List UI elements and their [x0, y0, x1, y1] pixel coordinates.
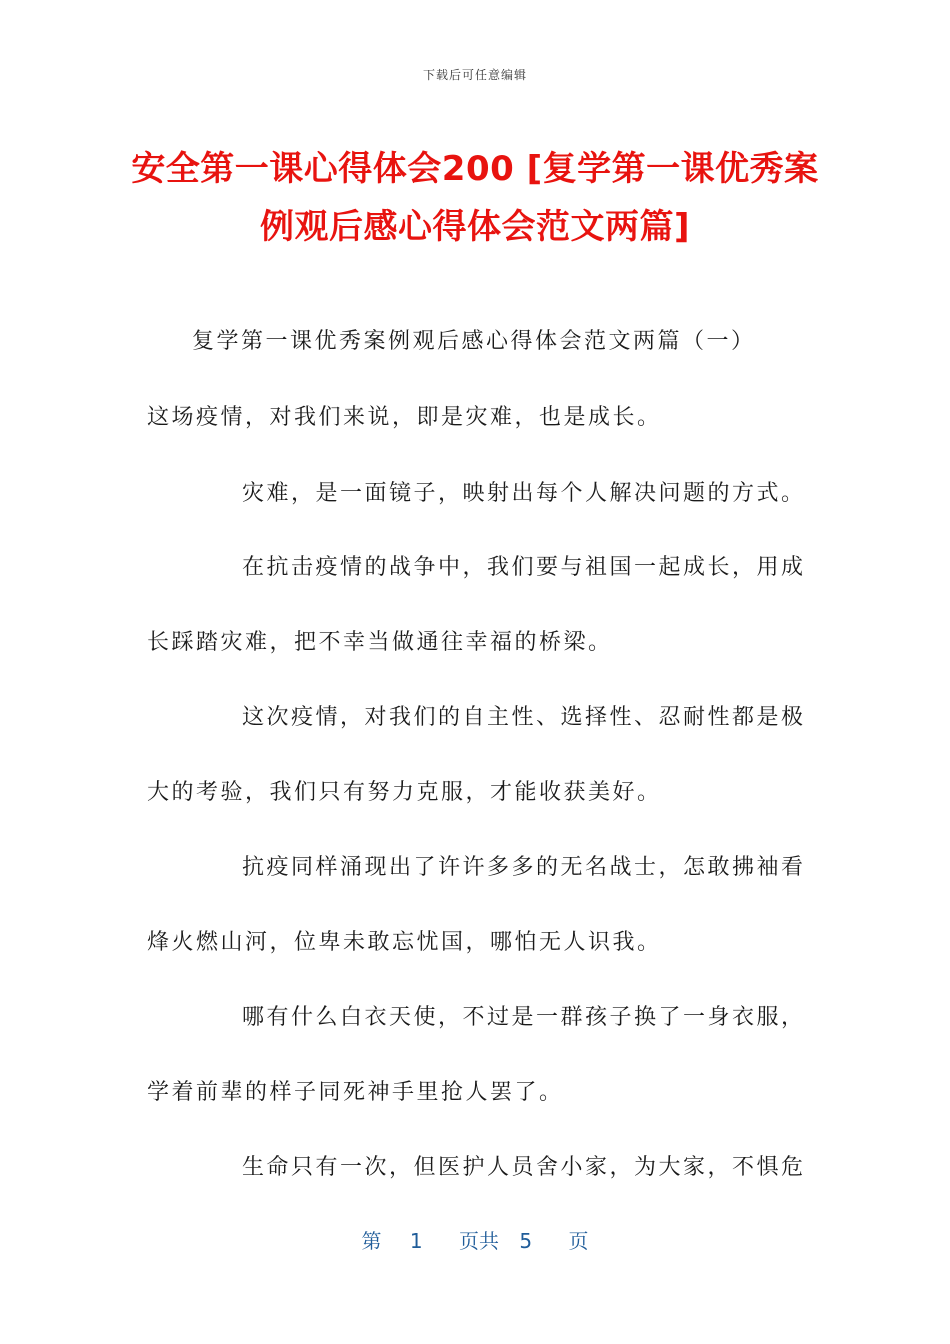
header-note: 下载后可任意编辑: [422, 68, 527, 82]
body-line: 这次疫情，对我们的自主性、选择性、忍耐性都是极: [242, 705, 806, 730]
body-line: 抗疫同样涌现出了许许多多的无名战士，怎敢拂袖看: [242, 855, 806, 880]
body-line: 灾难，是一面镜子，映射出每个人解决问题的方式。: [242, 481, 806, 506]
title-line-2: 例观后感心得体会范文两篇]: [259, 207, 691, 247]
body-line: 这场疫情，对我们来说，即是灾难，也是成长。: [147, 405, 662, 430]
body-line: 哪有什么白衣天使，不过是一群孩子换了一身衣服，: [242, 1005, 806, 1030]
body-line: 大的考验，我们只有努力克服，才能收获美好。: [147, 780, 662, 805]
page-footer: [0, 1225, 950, 1254]
body-line: 烽火燃山河，位卑未敢忘忧国，哪怕无人识我。: [147, 930, 662, 955]
section-heading: 复学第一课优秀案例观后感心得体会范文两篇（一）: [192, 329, 756, 354]
page-total: 5: [519, 1229, 533, 1253]
body-line: 学着前辈的样子同死神手里抢人罢了。: [147, 1080, 564, 1105]
body-line: 在抗击疫情的战争中，我们要与祖国一起成长，用成: [242, 555, 806, 580]
page-label-mid: 页共: [459, 1229, 499, 1253]
document-title: [130, 140, 820, 256]
title-line-1: 安全第一课心得体会200 [复学第一课优秀案: [131, 149, 819, 189]
page-current: 1: [409, 1229, 423, 1253]
body-line: 长踩踏灾难，把不幸当做通往幸福的桥梁。: [147, 630, 613, 655]
body-line: 生命只有一次，但医护人员舍小家，为大家，不惧危: [242, 1155, 806, 1180]
page-label-prefix: 第: [361, 1229, 382, 1253]
page-label-suffix: 页: [568, 1229, 589, 1253]
